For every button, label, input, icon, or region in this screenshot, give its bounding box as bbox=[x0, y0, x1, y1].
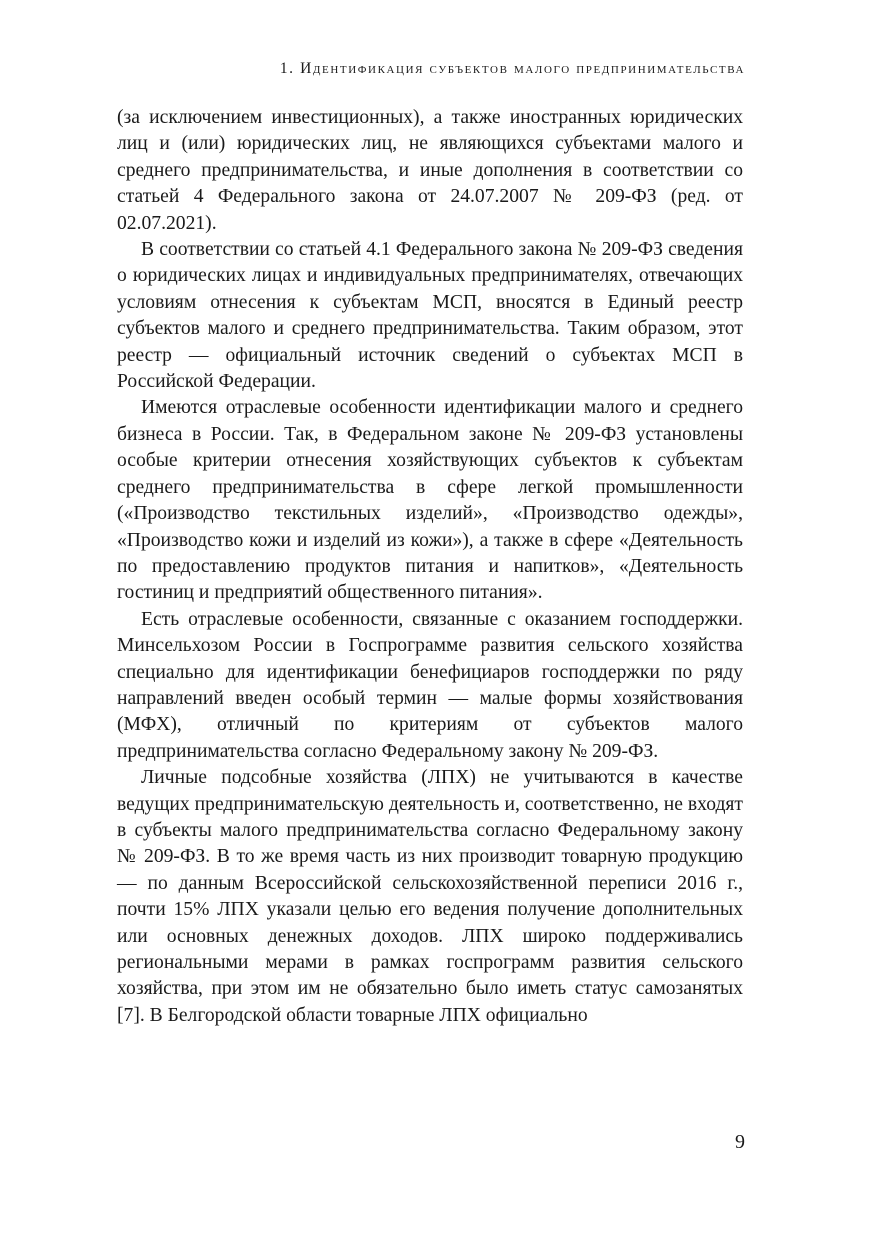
body-text bbox=[117, 105, 743, 1029]
paragraph-2: В соответствии со статьей 4.1 Федерального закона № 209-ФЗ сведения о юридических лицах и индивидуальных предпринимателях, отвечающих условиям отнесения к субъектам МСП, вносятся в Единый реестр субъектов малого и среднего предпринимательства. Таким образом, этот реестр — официальный источник сведений о субъектах МСП в Российской Федерации. bbox=[117, 239, 743, 393]
paragraph-1: (за исключением инвестиционных), а также иностранных юридических лиц и (или) юридических лиц, не являющихся субъектами малого и среднего предпринимательства, и иные дополнения в соответствии со статьей 4 Федерального закона от 24.07.2007 № 209-ФЗ (ред. от 02.07.2021). bbox=[117, 107, 743, 234]
paragraph-5: Личные подсобные хозяйства (ЛПХ) не учитываются в качестве ведущих предпринимательскую деятельность и, соответственно, не входят в субъекты малого предпринимательства согласно Федеральному закону № 209-ФЗ. В то же время часть из них производит товарную продукцию — по данным Всероссийской сельскохозяйственной переписи 2016 г., почти 15% ЛПХ указали целью его ведения получение дополнительных или основных денежных доходов. ЛПХ широко поддерживались региональными мерами в рамках госпрограмм развития сельского хозяйства, при этом им не обязательно было иметь статус самозанятых [7]. В Белгородской области товарные ЛПХ официально bbox=[117, 767, 743, 1026]
paragraph-4: Есть отраслевые особенности, связанные с оказанием господдержки. Минсельхозом России в Госпрограмме развития сельского хозяйства специально для идентификации бенефициаров господдержки по ряду направлений введен особый термин — малые формы хозяйствования (МФХ), отличный по критериям от субъектов малого предпринимательства согласно Федеральному закону № 209-ФЗ. bbox=[117, 608, 743, 762]
paragraph-3: Имеются отраслевые особенности идентификации малого и среднего бизнеса в России. Так, в Федеральном законе № 209-ФЗ установлены особые критерии отнесения хозяйствующих субъектов к субъектам среднего предпринимательства в сфере легкой промышленности («Производство текстильных изделий», «Производство одежды», «Производство кожи и изделий из кожи»), а также в сфере «Деятельность по предоставлению продуктов питания и напитков», «Деятельность гостиниц и предприятий общественного питания». bbox=[117, 397, 743, 604]
running-header: 1. Идентификация субъектов малого предпринимательства bbox=[279, 60, 745, 77]
page-number: 9 bbox=[735, 1131, 745, 1153]
